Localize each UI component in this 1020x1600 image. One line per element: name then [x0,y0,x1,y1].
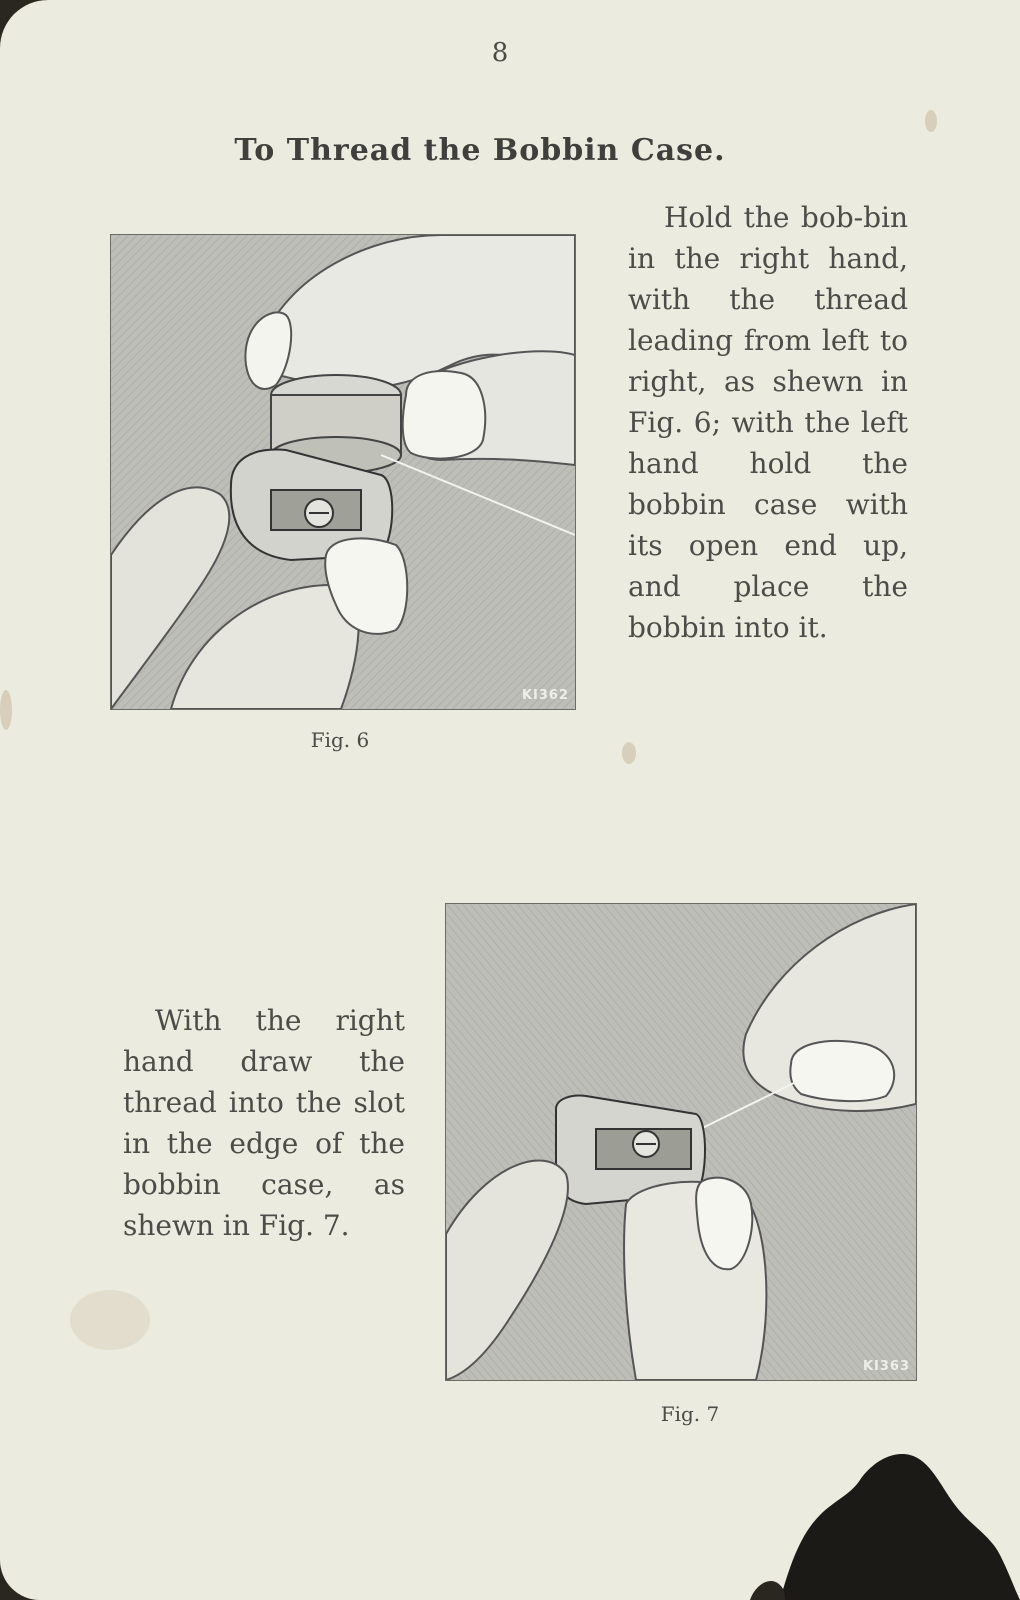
burn-damage [740,1445,1020,1600]
stain-spot [622,742,636,764]
stain-spot [70,1290,150,1350]
instruction-paragraph-2: With the right hand draw the thread into the slot in the edge of the bobbin case, as shewn in Fig. 7. [123,1004,405,1242]
instruction-paragraph-1: Hold the bob-bin in the right hand, with the thread leading from left to right, as shewn in Fig. 6; with the left hand hold the bobbin case with its open end up, and place the bobbin into it. [628,201,908,644]
page-number: 8 [491,38,509,68]
hands-bobbin-case-illustration [111,235,575,709]
plate-number: KI363 [862,1359,910,1374]
figure-7 [445,903,917,1381]
hands-thread-slot-illustration [446,904,916,1380]
figure-6 [110,234,576,710]
stain-spot [0,690,12,730]
page-title: To Thread the Bobbin Case. [234,133,726,168]
figure-7-caption: Fig. 7 [660,1402,720,1426]
plate-number: KI362 [521,688,569,703]
figure-6-caption: Fig. 6 [310,728,370,752]
stain-spot [925,110,937,132]
